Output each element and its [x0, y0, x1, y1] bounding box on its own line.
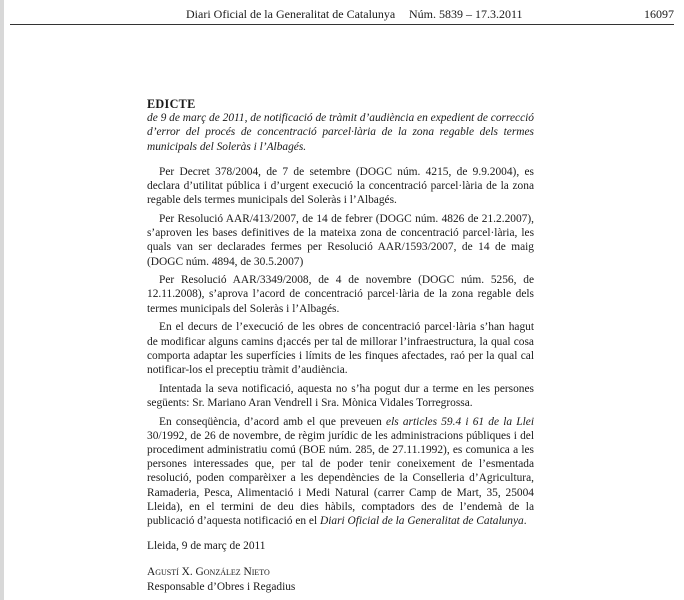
paragraph-decree: Per Decret 378/2004, de 7 de setembre (DOGC núm. 4215, de 9.9.2004), es declara d’utilitat pública i d’urgent execució la concentració parcel·lària de la zona regable dels termes municipals del Soleràs i l’Albagés. [147, 165, 534, 207]
notice-type: EDICTE [147, 97, 196, 111]
page-edge [0, 0, 4, 600]
paragraph-works: En el decurs de l’execució de les obres de concentració parcel·lària s’han hagut de modificar alguns camins d¡accés per tal de millorar l’infraestructura, la qual cosa comporta adaptar les superfícies i límits de les finques afectades, raó per la qual cal notificar-los el preceptiu tràmit d’audiència. [147, 321, 534, 376]
paragraph-resolution-3349: Per Resolució AAR/3349/2008, de 4 de novembre (DOGC núm. 5256, de 12.11.2008), s’aprova l’acord de concentració parcel·lària de la zona regable dels termes municipals del Soleràs i l’Albagés. [147, 274, 534, 315]
page-header [10, 7, 674, 23]
paragraph-resolution-413: Per Resolució AAR/413/2007, de 14 de febrer (DOGC núm. 4826 de 21.2.2007), s’aproven les bases definitives de la mateixa zona de concentració parcel·lària, les quals van ser declarades fermes per Resolució AAR/1593/2007, de 14 de maig (DOGC núm. 4894, de 30.5.2007) [147, 212, 534, 268]
journal-title: Diari Oficial de la Generalitat de Catalunya [186, 7, 396, 21]
notice-body [147, 97, 534, 594]
signatory-name: Agustí X. González Nieto [147, 566, 270, 579]
journal-reference: Diari Oficial de la Generalitat de Catalunya [320, 514, 524, 527]
signatory-role: Responsable d’Obres i Regadius [147, 580, 296, 593]
header-divider [10, 24, 674, 25]
place-date: Lleida, 9 de març de 2011 [147, 540, 266, 553]
consequence-text-start: En conseqüència, d’acord amb el que preveuen [159, 415, 387, 428]
articles-reference: els articles 59.4 i 61 de la Llei [386, 415, 535, 428]
issue-number: Núm. 5839 – 17.3.2011 [409, 7, 523, 21]
consequence-text-end: . [523, 514, 527, 527]
paragraph-consequence [147, 415, 534, 529]
paragraph-persons: Intentada la seva notificació, aquesta no s’ha pogut dur a terme en les persones següents: Sr. Mariano Aran Vendrell i Sra. Mònica Vidales Torregrossa. [147, 382, 534, 409]
notice-subtitle: de 9 de març de 2011, de notificació de tràmit d’audiència en expedient de correcció d’error del procés de concentració parcel·lària de la zona regable dels termes municipals del Soleràs i l’Albagés. [147, 112, 534, 153]
consequence-text-body: 30/1992, de 26 de novembre, de règim jurídic de les administracions públiques i del procediment administratiu comú (BOE núm. 285, de 27.11.1992), es comunica a les persones interessades que, per tal de poder tenir coneixement de l’esmentada resolució, poden comparèixer a les dependències de la Conselleria d’Agricultura, Ramaderia, Pesca, Alimentació i Medi Natural (carrer Camp de Mart, 35, 25004 Lleida), en el termini de deu dies hàbils, comptadors des de l’endemà de la publicació d’aquesta notificació en el [147, 429, 534, 527]
page-number: 16097 [644, 7, 674, 21]
